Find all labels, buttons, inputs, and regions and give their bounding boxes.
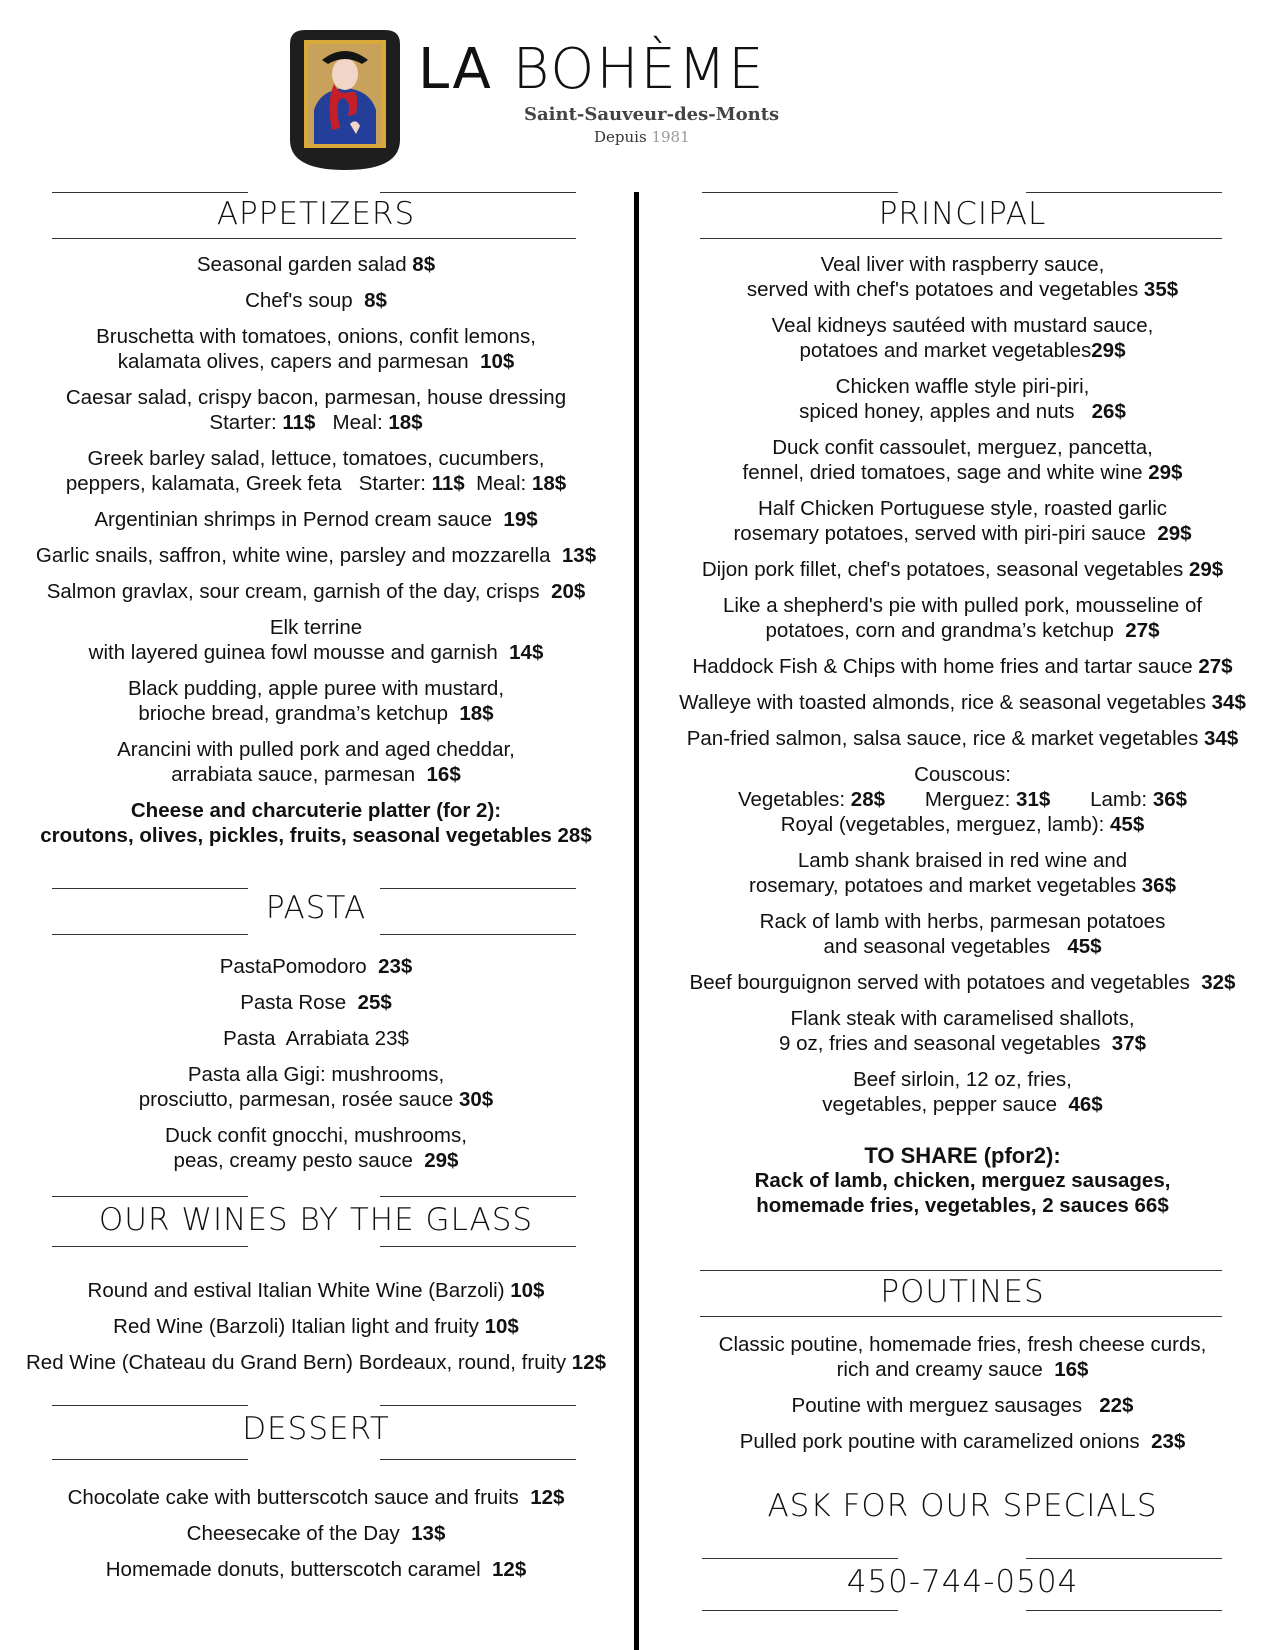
heading-rule [52,1459,248,1460]
menu-item-price: 45$ [1067,935,1102,958]
menu-item-line [650,399,1275,424]
menu-item [0,990,632,1015]
menu-item-text: Lamb shank braised in red wine and [797,849,1128,872]
menu-item-line [0,471,632,496]
heading-rule [380,934,576,935]
menu-item-line [0,615,632,640]
heading-rule [380,192,576,193]
restaurant-name [418,37,868,102]
section-heading-wrap [650,1268,1275,1320]
menu-item-text: Garlic snails, saffron, white wine, parsley and mozzarella [35,544,562,567]
menu-item-line [650,313,1275,338]
since-year: 1981 [651,128,690,146]
menu-item-text: Classic poutine, homemade fries, fresh cheese curds, [718,1333,1207,1356]
menu-item-price: 11$ [431,472,465,495]
menu-item [0,507,632,532]
menu-item-line [0,446,632,471]
menu-item-text: Starter: [209,411,283,434]
menu-item-text: Cheesecake of the Day [186,1522,412,1545]
menu-item-price: 36$ [1152,788,1188,811]
menu-item-price: 23$ [1151,1430,1186,1453]
menu-item-text: kalamata olives, capers and parmesan [117,350,481,373]
menu-item-line [0,288,632,313]
menu-item-text: spiced honey, apples and nuts [799,400,1092,423]
menu-item [650,1006,1275,1056]
menu-item-price: 29$ [1188,558,1224,581]
menu-item [0,324,632,374]
pasta-list [0,954,632,1173]
menu-item-text: Meal: [464,472,532,495]
heading-rule [1026,1610,1222,1611]
menu-item-price: 46$ [1068,1093,1103,1116]
menu-item-line [650,873,1275,898]
heading-rule [52,1196,248,1197]
menu-item-text: and seasonal vegetables [823,935,1068,958]
menu-item-price: 16$ [426,763,461,786]
menu-item-line [0,324,632,349]
menu-item-text: Round and estival Italian White Wine (Barzoli) [87,1279,511,1302]
heading-rule [380,1405,576,1406]
menu-item-line [0,579,632,604]
menu-item-price: 20$ [551,580,586,603]
menu-item-price: 11$ [282,411,316,434]
menu-item-line [0,990,632,1015]
section-heading-wrap [0,1196,632,1248]
menu-item-text: Arancini with pulled pork and aged cheddar, [117,738,515,761]
menu-item-text: Duck confit cassoulet, merguez, pancetta, [772,436,1153,459]
phone-number: 450-744-0504 [846,1564,1079,1600]
heading-rule [380,888,576,889]
menu-item-text: potatoes and market vegetables [799,339,1092,362]
menu-item-line [650,1357,1275,1382]
heading-rule [52,1405,248,1406]
menu-item-price: 18$ [459,702,494,725]
menu-item [0,737,632,787]
poutines-list [650,1332,1275,1454]
menu-item-line [0,1485,632,1510]
section-heading-wrap [0,190,632,242]
menu-item-text: rich and creamy sauce [836,1358,1055,1381]
menu-item-line [0,252,632,277]
menu-item-price: 27$ [1125,619,1160,642]
menu-item-text: Pulled pork poutine with caramelized onions [739,1430,1152,1453]
heading-rule [380,1196,576,1197]
menu-item-price: 30$ [458,1088,494,1111]
menu-item-line [0,640,632,665]
menu-item [0,252,632,277]
menu-item-price: 29$ [1157,522,1192,545]
menu-item-text: peas, creamy pesto sauce [173,1149,425,1172]
menu-item-text: Bruschetta with tomatoes, onions, confit lemons, [96,325,536,348]
menu-item-price: 29$ [1091,339,1126,362]
menu-item-text: brioche bread, grandma’s ketchup [138,702,460,725]
menu-item-text: arrabiata sauce, parmesan [171,763,427,786]
principal-list [650,252,1275,1117]
menu-item-line [0,737,632,762]
menu-item-price: 10$ [480,350,515,373]
menu-item-line [0,410,632,435]
section-pasta [0,884,632,1184]
menu-item-line [0,1087,632,1112]
menu-item [0,385,632,435]
menu-item-text: Chef's soup [245,289,365,312]
menu-item [0,1521,632,1546]
menu-item-line [0,543,632,568]
menu-item-text: Pasta Rose [240,991,358,1014]
specials-banner: ASK FOR OUR SPECIALS [767,1488,1158,1524]
menu-item-price: 32$ [1201,971,1236,994]
section-title-wines: OUR WINES BY THE GLASS [98,1202,534,1238]
menu-item-text: with layered guinea fowl mousse and garnish [88,641,510,664]
restaurant-name-boheme: BOHÈME [512,37,766,102]
menu-item [650,1393,1275,1418]
section-appetizers [0,190,632,859]
menu-item-line [650,338,1275,363]
menu-item-line [0,385,632,410]
menu-item-price: 16$ [1054,1358,1089,1381]
menu-item-line [650,374,1275,399]
menu-item-line [0,1278,632,1303]
menu-item-text: peppers, kalamata, Greek feta Starter: [65,472,432,495]
menu-item-text: Meal: [315,411,389,434]
menu-item [650,909,1275,959]
platter-line: croutons, olives, pickles, fruits, seasonal vegetables 28$ [40,824,592,847]
menu-item-text: Elk terrine [269,616,363,639]
menu-item-price: 29$ [1148,461,1183,484]
section-title-poutines: POUTINES [880,1274,1045,1310]
menu-item-line [650,1092,1275,1117]
menu-item-line [0,762,632,787]
restaurant-location: Saint-Sauveur-des-Monts [524,104,780,125]
menu-item [650,970,1275,995]
menu-item-price: 26$ [1091,400,1126,423]
menu-item-text: Pan-fried salmon, salsa sauce, rice & market vegetables [686,727,1205,750]
menu-item-text: potatoes, corn and grandma’s ketchup [765,619,1126,642]
menu-item-line [650,1006,1275,1031]
menu-item-text: Vegetables: [737,788,851,811]
menu-item-text: Seasonal garden salad [196,253,413,276]
menu-item-line [0,1026,632,1051]
menu-item-line [650,970,1275,995]
restaurant-name-la: LA [418,37,493,102]
menu-item-price: 25$ [357,991,392,1014]
heading-rule [702,1558,898,1559]
menu-item-text: Haddock Fish & Chips with home fries and tartar sauce [692,655,1199,678]
menu-item-line [650,848,1275,873]
menu-item-line [0,1314,632,1339]
menu-item-line [650,277,1275,302]
menu-item-price: 29$ [424,1149,459,1172]
menu-item-text: Chocolate cake with butterscotch sauce and fruits [67,1486,531,1509]
menu-item-line [650,435,1275,460]
wines-list [0,1278,632,1375]
menu-item-price: 12$ [492,1558,527,1581]
menu-item-text: rosemary, potatoes and market vegetables [749,874,1142,897]
phone-block [650,1558,1275,1610]
menu-item-price: 14$ [509,641,544,664]
section-poutines [650,1268,1275,1465]
menu-item-text: Salmon gravlax, sour cream, garnish of the day, crisps [46,580,552,603]
menu-item-text: Rack of lamb with herbs, parmesan potatoes [759,910,1166,933]
menu-item-text: vegetables, pepper sauce [822,1093,1069,1116]
menu-item [0,1557,632,1582]
menu-item-price: 45$ [1110,813,1145,836]
menu-item-price: 12$ [571,1351,607,1374]
platter-line: Cheese and charcuterie platter (for 2): [130,799,502,822]
menu-item-price: 10$ [484,1315,519,1338]
menu-item [650,496,1275,546]
menu-item-line [0,676,632,701]
menu-item-line [0,1062,632,1087]
menu-item-text: Red Wine (Chateau du Grand Bern) Bordeaux, round, fruity [25,1351,572,1374]
menu-item [0,1026,632,1051]
menu-item-line [0,1123,632,1148]
menu-item [650,690,1275,715]
menu-item-price: 8$ [364,289,387,312]
heading-rule [1026,192,1222,193]
menu-item-line [0,507,632,532]
menu-item-line [650,252,1275,277]
section-title-appetizers: APPETIZERS [216,196,416,232]
menu-item-text: Argentinian shrimps in Pernod cream sauce [94,508,504,531]
menu-item-text: Pasta alla Gigi: mushrooms, [187,1063,445,1086]
menu-item-text: Lamb: [1050,788,1153,811]
menu-item-price: 18$ [531,472,567,495]
menu-item-line [650,934,1275,959]
menu-item [0,543,632,568]
menu-item-line [0,954,632,979]
phone-wrap [650,1558,1275,1610]
menu-item-text: Walleye with toasted almonds, rice & seasonal vegetables [679,691,1212,714]
section-wines [0,1196,632,1386]
menu-item [650,252,1275,302]
to-share-line: Rack of lamb, chicken, merguez sausages, [754,1169,1171,1192]
section-title-dessert: DESSERT [242,1411,390,1447]
menu-item-price: 13$ [411,1522,446,1545]
menu-item-text: Greek barley salad, lettuce, tomatoes, cucumbers, [87,447,545,470]
heading-rule [52,888,248,889]
menu-item-line [650,1332,1275,1357]
menu-item-text: fennel, dried tomatoes, sage and white wine [742,461,1149,484]
menu-item-text: Beef sirloin, 12 oz, fries, [853,1068,1072,1091]
section-dessert [0,1405,632,1593]
menu-item-line [0,1350,632,1375]
heading-rule [700,238,1222,239]
menu-item-price: 35$ [1143,278,1179,301]
menu-item-price: 22$ [1099,1394,1134,1417]
menu-item-line [650,654,1275,679]
menu-item-line [650,1031,1275,1056]
heading-rule [52,238,576,239]
menu-item-line [650,690,1275,715]
menu-item-line [650,787,1275,812]
menu-item-line [650,726,1275,751]
menu-item-text: Duck confit gnocchi, mushrooms, [165,1124,467,1147]
menu-item [0,446,632,496]
heading-rule [700,1316,1222,1317]
menu-item-price: 34$ [1204,727,1239,750]
menu-item [650,313,1275,363]
menu-item-line [650,762,1275,787]
menu-item-price: 8$ [412,253,436,276]
to-share-item [650,1143,1275,1218]
brand-header [418,37,868,146]
section-heading-wrap [650,190,1275,242]
menu-item-text: Black pudding, apple puree with mustard, [127,677,505,700]
menu-item-price: 10$ [510,1279,545,1302]
menu-item-price: 27$ [1198,655,1233,678]
menu-item-price: 31$ [1016,788,1051,811]
menu-item-line [0,1557,632,1582]
menu-item-text: PastaPomodoro [219,955,379,978]
menu-item-line [650,1393,1275,1418]
heading-rule [700,1270,1222,1271]
menu-item [0,1314,632,1339]
menu-item-text: Beef bourguignon served with potatoes and vegetables [689,971,1202,994]
section-heading-wrap [0,884,632,936]
platter-item [0,798,632,848]
to-share-title: TO SHARE (pfor2): [864,1143,1061,1168]
menu-item-text: Flank steak with caramelised shallots, [790,1007,1135,1030]
menu-item [0,1062,632,1112]
restaurant-logo [290,22,400,170]
menu-item-text: Merguez: [885,788,1017,811]
menu-item-line [0,349,632,374]
dessert-list [0,1485,632,1582]
menu-item-price: 34$ [1211,691,1246,714]
menu-item [650,1429,1275,1454]
appetizers-list [0,252,632,787]
menu-item [0,615,632,665]
heading-rule [702,192,898,193]
restaurant-since [594,128,690,146]
heading-rule [1026,1558,1222,1559]
section-heading-wrap [0,1405,632,1457]
menu-item [650,593,1275,643]
menu-item-price: 23$ [378,955,413,978]
menu-item-line [650,557,1275,582]
to-share-line: homemade fries, vegetables, 2 sauces 66$ [756,1194,1169,1217]
heading-rule [380,1246,576,1247]
menu-item-line [0,1521,632,1546]
menu-item-line [650,1429,1275,1454]
menu-item [0,676,632,726]
menu-item-line [0,701,632,726]
menu-item-text: Caesar salad, crispy bacon, parmesan, house dressing [65,386,567,409]
heading-rule [702,1610,898,1611]
menu-item-text: 9 oz, fries and seasonal vegetables [779,1032,1112,1055]
heading-rule [52,934,248,935]
menu-item-line [650,618,1275,643]
section-title-pasta: PASTA [265,890,367,926]
menu-item-price: 19$ [503,508,538,531]
menu-item [0,1485,632,1510]
menu-item [650,762,1275,837]
menu-item-price: 13$ [561,544,597,567]
menu-item-line [650,909,1275,934]
menu-item [650,848,1275,898]
menu-item-text: Royal (vegetables, merguez, lamb): [780,813,1111,836]
menu-item [0,288,632,313]
heading-rule [52,192,248,193]
menu-item [650,1067,1275,1117]
menu-item-text: rosemary potatoes, served with piri-piri sauce [733,522,1158,545]
since-label: Depuis [594,128,647,146]
menu-item-text: Dijon pork fillet, chef's potatoes, seasonal vegetables [701,558,1189,581]
menu-item-text: served with chef's potatoes and vegetables [746,278,1144,301]
menu-item-text: Poutine with merguez sausages [791,1394,1100,1417]
heading-rule [52,1246,248,1247]
section-title-principal: PRINCIPAL [878,196,1047,232]
menu-item-text: Veal liver with raspberry sauce, [820,253,1105,276]
menu-item-line [650,460,1275,485]
menu-item [650,726,1275,751]
menu-item [0,579,632,604]
menu-item-text: Red Wine (Barzoli) Italian light and fruity [113,1315,485,1338]
menu-item-line [0,1148,632,1173]
menu-item-text: Couscous: [914,763,1011,786]
menu-item-text: Half Chicken Portuguese style, roasted garlic [757,497,1168,520]
column-divider [634,192,639,1650]
menu-item [0,954,632,979]
menu-item [650,435,1275,485]
menu-item-text: Chicken waffle style piri-piri, [835,375,1090,398]
menu-item-line [650,496,1275,521]
menu-item-price: 36$ [1141,874,1176,897]
menu-item-price: 18$ [388,411,423,434]
menu-item [650,374,1275,424]
menu-item [0,1123,632,1173]
menu-item [0,1350,632,1375]
heading-rule [380,1459,576,1460]
menu-item [650,1332,1275,1382]
menu-item-price: 28$ [850,788,886,811]
menu-item [650,654,1275,679]
menu-item-text: Pasta Arrabiata 23$ [223,1027,409,1050]
menu-item-text: Homemade donuts, butterscotch caramel [105,1558,493,1581]
menu-item [650,557,1275,582]
menu-item-price: 12$ [530,1486,565,1509]
section-principal [650,190,1275,1229]
menu-item-line [650,1067,1275,1092]
menu-item-text: prosciutto, parmesan, rosée sauce [138,1088,459,1111]
menu-item-line [650,812,1275,837]
menu-item-line [650,593,1275,618]
menu-item-text: Veal kidneys sautéed with mustard sauce, [771,314,1154,337]
menu-item-text: Like a shepherd's pie with pulled pork, mousseline of [722,594,1203,617]
menu-item-line [650,521,1275,546]
menu-item [0,1278,632,1303]
menu-item-price: 37$ [1111,1032,1146,1055]
